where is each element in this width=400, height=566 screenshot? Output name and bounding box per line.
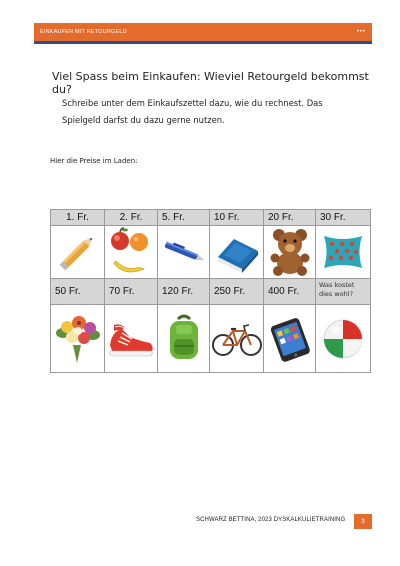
price-cell: 10 Fr. [210, 210, 264, 226]
item-cell [158, 305, 210, 372]
item-cell [316, 305, 370, 372]
item-cell [105, 305, 158, 372]
price-cell: 250 Fr. [210, 279, 264, 305]
question-cell: Was kostet dies wohl? [316, 279, 370, 305]
footer-credit: SCHWARZ BETTINA, 2023 DYSKALKULIETRAINING [196, 517, 346, 523]
ball-icon [320, 316, 366, 362]
fruit-icon [106, 227, 156, 277]
price-cell: 1. Fr. [51, 210, 105, 226]
item-cell [51, 226, 105, 279]
price-cell: 20 Fr. [264, 210, 316, 226]
item-cell [316, 226, 370, 279]
prices-intro: Hier die Preise im Laden: [50, 157, 138, 165]
flowers-icon [53, 313, 103, 365]
price-cell: 70 Fr. [105, 279, 158, 305]
item-cell [264, 305, 316, 372]
item-cell [210, 305, 264, 372]
price-cell: 50 Fr. [51, 279, 105, 305]
price-cell: 120 Fr. [158, 279, 210, 305]
header-dots: ••• [356, 29, 366, 35]
price-cell: 5. Fr. [158, 210, 210, 226]
price-cell: 30 Fr. [316, 210, 370, 226]
page-header [34, 23, 372, 41]
item-cell [105, 226, 158, 279]
page-number-badge: 3 [354, 514, 372, 529]
cushion-icon [320, 230, 366, 274]
item-cell [158, 226, 210, 279]
item-cell [264, 226, 316, 279]
book-icon [212, 229, 262, 275]
teddy-bear-icon [266, 227, 314, 277]
backpack-icon [162, 313, 206, 365]
item-cell [210, 226, 264, 279]
worksheet-instructions: Schreibe unter dem Einkaufszettel dazu, wie du rechnest. Das Spielgeld darfst du dazu gerne nutzen. [62, 98, 323, 125]
price-table [50, 209, 371, 373]
sneaker-icon [106, 317, 156, 361]
phone-icon [266, 315, 314, 363]
worksheet-heading: Viel Spass beim Einkaufen: Wieviel Retourgeld bekommst du? [52, 70, 369, 96]
item-cell [51, 305, 105, 372]
price-cell: 2. Fr. [105, 210, 158, 226]
header-rule [34, 41, 372, 44]
header-title: EINKAUFEN MIT RETOURGELD [40, 29, 127, 35]
price-cell: 400 Fr. [264, 279, 316, 305]
pen-icon [159, 232, 209, 272]
pencil-icon [54, 228, 102, 276]
bicycle-icon [211, 319, 263, 359]
